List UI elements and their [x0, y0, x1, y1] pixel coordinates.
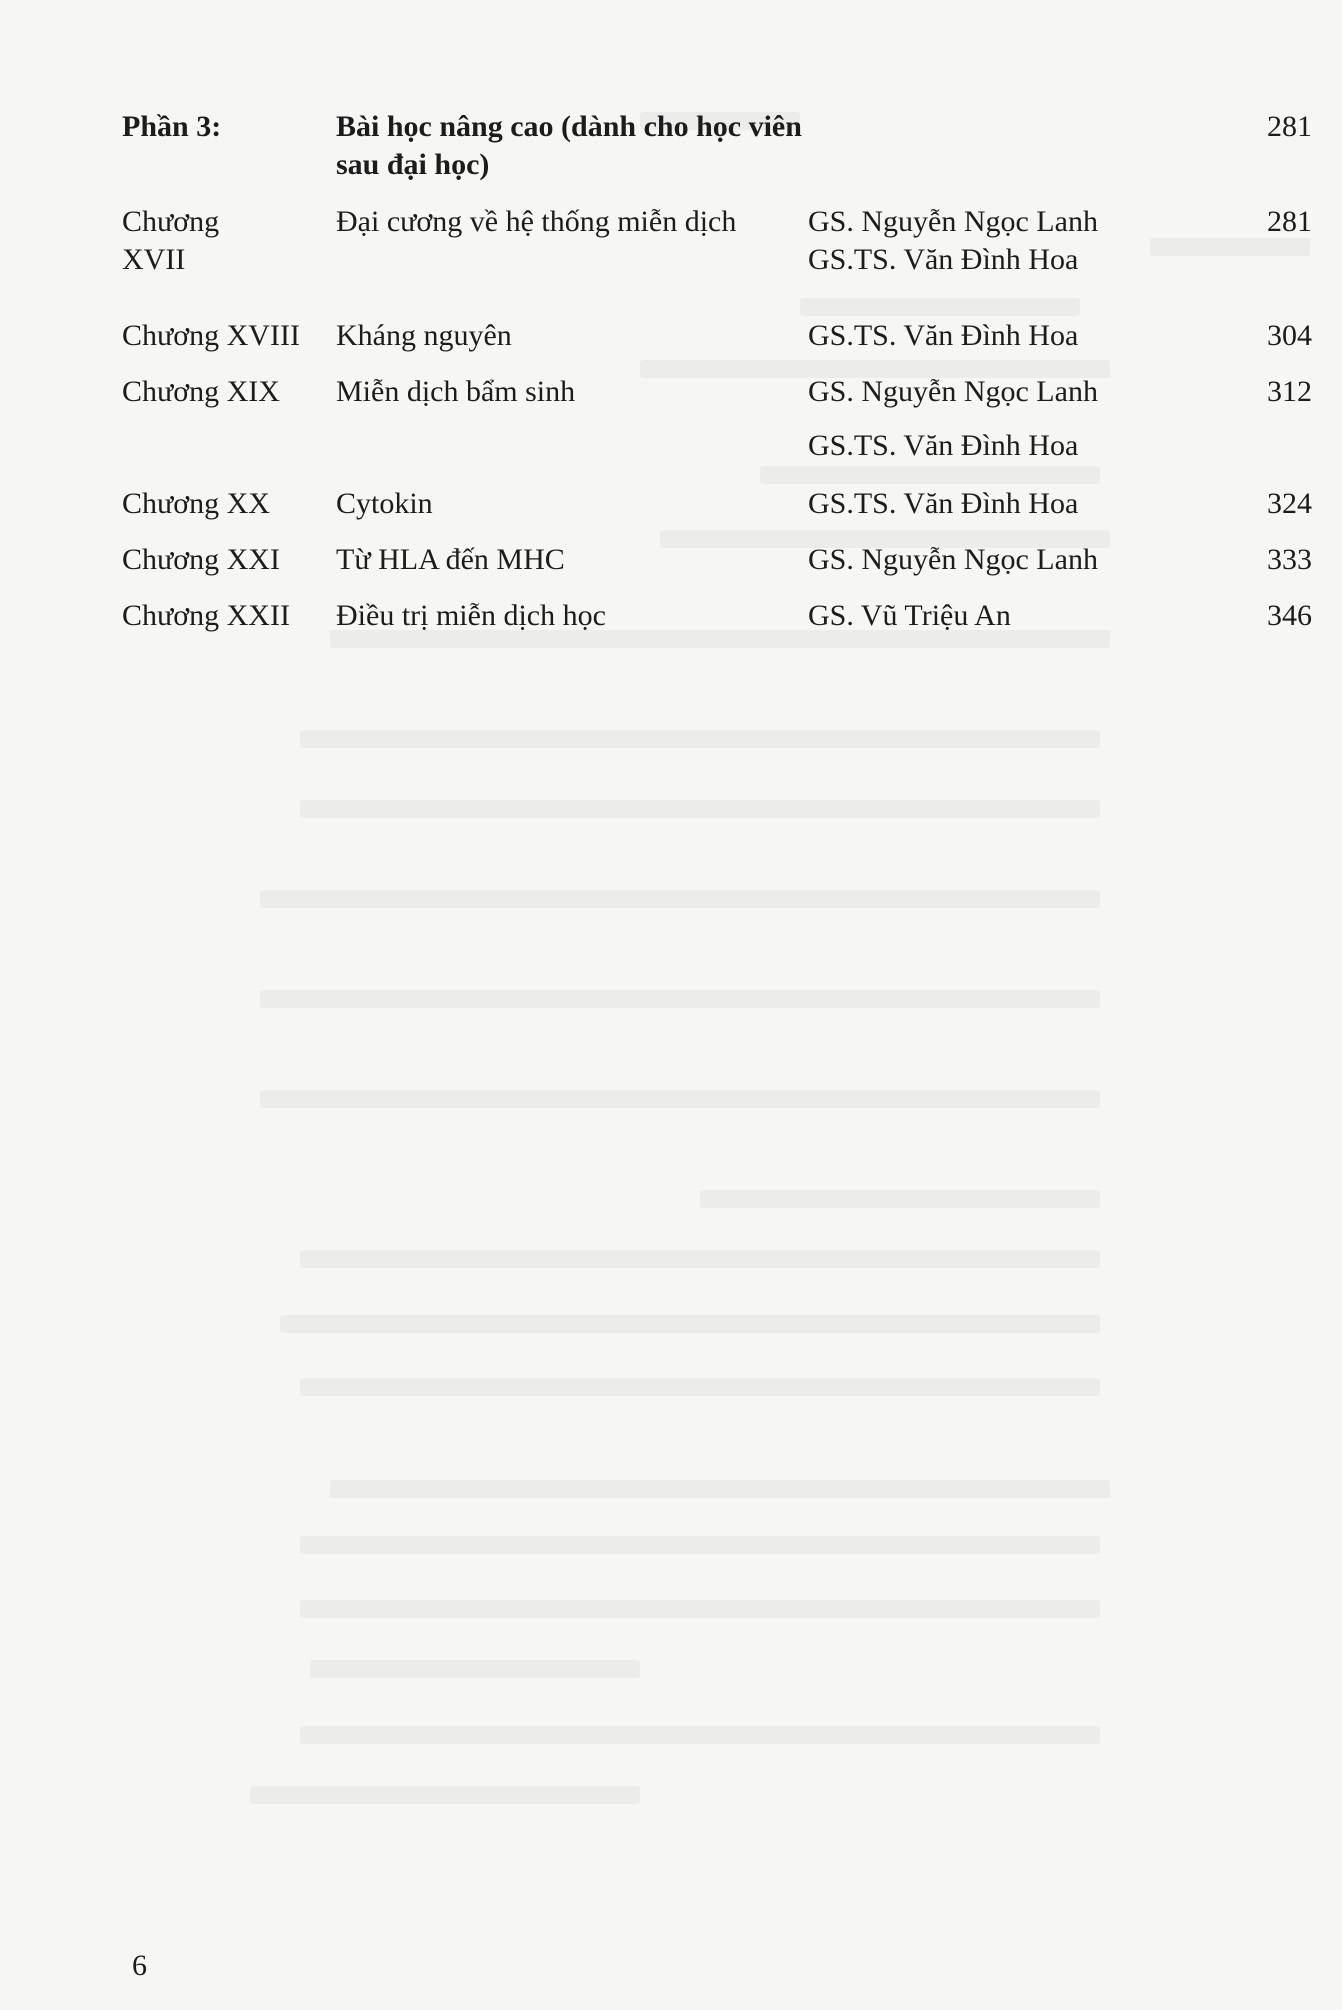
toc-chapter-row — [122, 317, 1312, 373]
chapter-author: GS.TS. Văn Đình Hoa — [808, 429, 1079, 462]
chapter-title: Điều trị miễn dịch học — [336, 599, 606, 632]
chapter-label: Chương XIX — [122, 375, 280, 408]
part-title: Bài học nâng cao (dành cho học viên sau đại học) — [336, 110, 802, 181]
chapter-label: Chương XXII — [122, 599, 290, 632]
chapter-title: Miễn dịch bẩm sinh — [336, 375, 576, 408]
chapter-label: Chương XVII — [122, 205, 220, 276]
chapter-page-number: 281 — [1267, 205, 1312, 238]
chapter-label: Chương XVIII — [122, 319, 300, 352]
chapter-author: GS. Nguyễn Ngọc Lanh — [808, 205, 1098, 238]
chapter-page-number: 324 — [1267, 487, 1312, 520]
chapter-label: Chương XX — [122, 487, 270, 520]
toc-chapter-row — [122, 485, 1312, 541]
toc-chapter-row — [122, 203, 1312, 317]
toc-chapter-row — [122, 541, 1312, 597]
toc-part-row — [122, 108, 1312, 203]
chapter-page-number: 333 — [1267, 543, 1312, 576]
chapter-title: Đại cương về hệ thống miễn dịch — [336, 205, 737, 238]
chapter-page-number: 304 — [1267, 319, 1312, 352]
chapter-author: GS.TS. Văn Đình Hoa — [808, 243, 1079, 276]
chapter-page-number: 346 — [1267, 599, 1312, 632]
chapter-title: Cytokin — [336, 487, 433, 520]
chapter-author: GS. Vũ Triệu An — [808, 599, 1011, 632]
chapter-title: Từ HLA đến MHC — [336, 543, 565, 576]
part-page-number: 281 — [1267, 110, 1312, 143]
table-of-contents — [122, 108, 1312, 653]
chapter-title: Kháng nguyên — [336, 319, 512, 352]
part-label: Phần 3: — [122, 110, 222, 143]
chapter-author: GS. Nguyễn Ngọc Lanh — [808, 375, 1098, 408]
chapter-page-number: 312 — [1267, 375, 1312, 408]
chapter-author: GS.TS. Văn Đình Hoa — [808, 487, 1079, 520]
chapter-label: Chương XXI — [122, 543, 280, 576]
toc-chapter-row — [122, 597, 1312, 653]
chapter-author: GS.TS. Văn Đình Hoa — [808, 319, 1079, 352]
chapter-author: GS. Nguyễn Ngọc Lanh — [808, 543, 1098, 576]
page-number: 6 — [132, 1949, 147, 1982]
toc-chapter-row — [122, 373, 1312, 485]
